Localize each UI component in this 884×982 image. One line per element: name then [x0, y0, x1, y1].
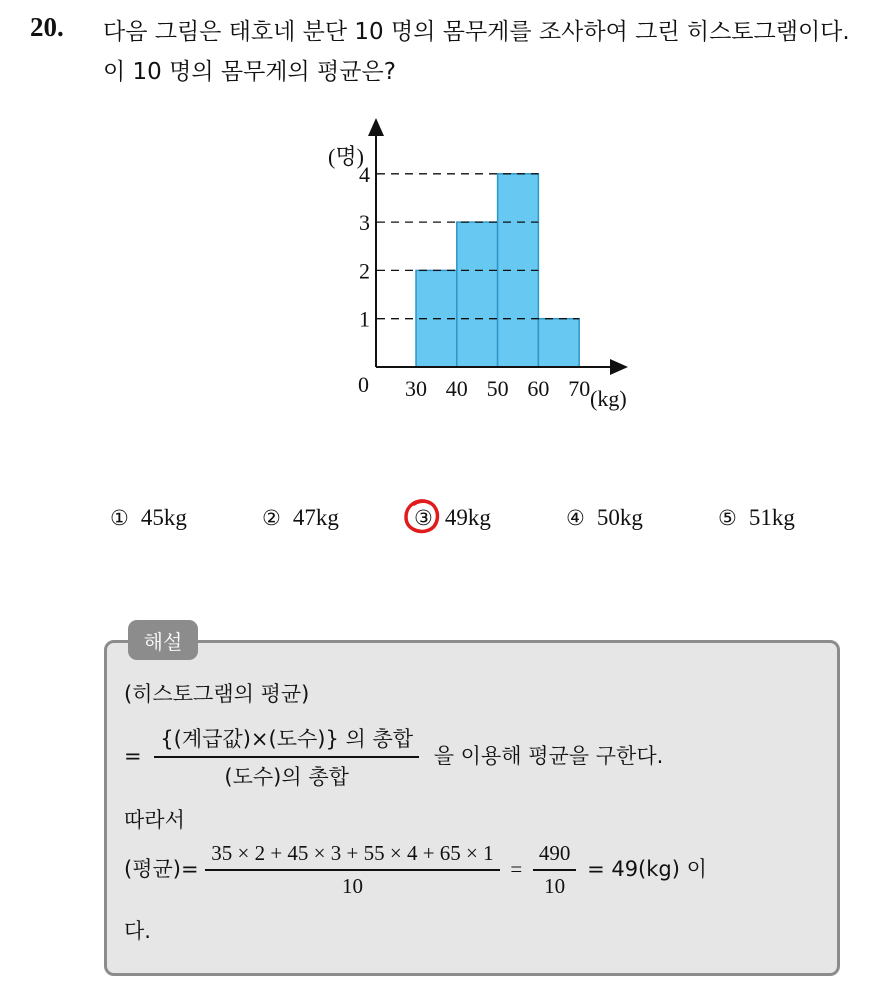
choice-1-mark: ① [110, 506, 129, 530]
choice-4[interactable] [566, 505, 643, 531]
solution-line-1: (히스토그램의 평균) [124, 682, 310, 706]
solution-line-end: 다. [124, 919, 151, 943]
calc-numerator-2: 490 [533, 841, 577, 871]
formula-fraction [154, 723, 419, 791]
calc-fraction [205, 841, 499, 899]
choice-3-mark: ③ [414, 506, 433, 530]
solution-calculation [124, 841, 707, 899]
x-tick-70: 70 [568, 376, 591, 401]
choice-4-mark: ④ [566, 506, 585, 530]
x-tick-60: 60 [527, 376, 550, 401]
y-tick-2: 2 [359, 258, 370, 284]
x-tick-40: 40 [445, 376, 468, 401]
histogram-bar-2 [457, 222, 498, 367]
choice-2[interactable] [262, 505, 339, 531]
formula-tail: 을 이용해 평균을 구한다. [433, 744, 664, 768]
calc-eq-sign: = [510, 857, 523, 881]
x-axis-label: (kg) [590, 386, 627, 411]
choice-4-text: 50kg [596, 505, 643, 530]
calc-result: = 49(kg) 이 [587, 857, 707, 881]
calc-numerator: 35 × 2 + 45 × 3 + 55 × 4 + 65 × 1 [205, 841, 499, 871]
question-text: 다음 그림은 태호네 분단 10 명의 몸무게를 조사하여 그린 히스토그램이다. 이 10 명의 몸무게의 평균은? [103, 19, 850, 85]
solution-eq-sign: = [124, 744, 142, 768]
x-tick-30: 30 [405, 376, 427, 401]
x-tick-50: 50 [486, 376, 509, 401]
choice-2-text: 47kg [292, 505, 339, 530]
answer-circle-mark [402, 496, 442, 536]
choice-5[interactable] [718, 505, 795, 531]
choice-2-mark: ② [262, 506, 281, 530]
y-axis-label: (명) [328, 144, 364, 169]
y-tick-4: 4 [359, 161, 370, 187]
calc-fraction-2 [533, 841, 577, 899]
choice-1[interactable] [110, 505, 187, 531]
histogram-bar-4 [538, 319, 579, 367]
solution-formula [124, 723, 663, 791]
question-number: 20. [30, 12, 64, 42]
answer-choices [110, 505, 830, 539]
y-tick-3: 3 [359, 210, 370, 236]
origin-label: 0 [358, 372, 369, 397]
choice-1-text: 45kg [140, 505, 187, 530]
choice-5-mark: ⑤ [718, 506, 737, 530]
solution-label: 해설 [128, 620, 198, 660]
y-tick-1: 1 [359, 306, 370, 332]
choice-5-text: 51kg [748, 505, 795, 530]
histogram-chart [0, 0, 884, 480]
formula-denominator: (도수)의 총합 [224, 765, 349, 789]
solution-line-3: 따라서 [124, 808, 185, 832]
calc-denominator: 10 [341, 874, 363, 898]
calc-lhs: (평균)= [124, 857, 199, 881]
calc-denominator-2: 10 [544, 874, 566, 898]
choice-3-text: 49kg [444, 505, 491, 530]
formula-numerator: {(계급값)×(도수)} 의 총합 [154, 723, 419, 758]
